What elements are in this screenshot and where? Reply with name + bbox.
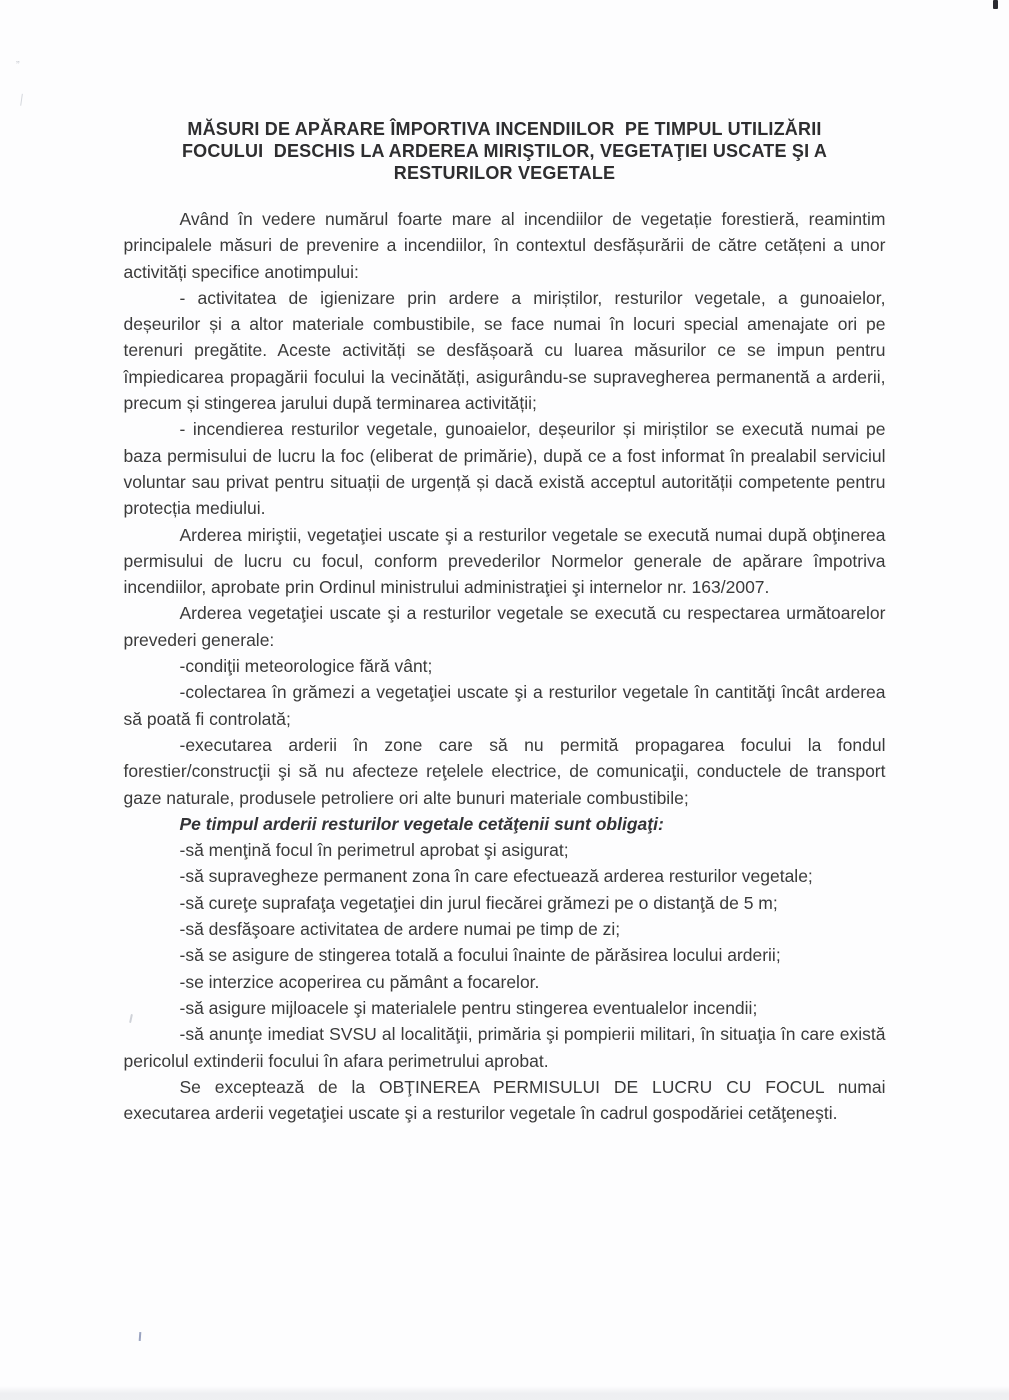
document-title: [0, 0, 1009, 184]
title-line-2: FOCULUI DESCHIS LA ARDEREA MIRIŞTILOR, VEGETAŢIEI USCATE ŞI A: [181, 141, 828, 161]
paragraph-intro: Având în vedere numărul foarte mare al incendiilor de vegetație forestieră, reamintim principalele măsuri de prevenire a incendiilor, în contextul desfășurării de către cetățeni a unor activități specifice anotimpului:: [123, 209, 886, 282]
paragraph-timp-de-zi: -să desfăşoare activitatea de ardere numai pe timp de zi;: [179, 919, 621, 940]
paragraph-colectarea: -colectarea în grămezi a vegetaţiei uscate şi a resturilor vegetale în cantităţi încât arderea să poată fi controlată;: [123, 682, 886, 729]
paragraph-arderea-vegetatiei: Arderea vegetaţiei uscate şi a resturilor vegetale se execută cu respectarea următoarelor prevederi generale:: [123, 603, 886, 650]
paragraph-curete-suprafata: -să cureţe suprafaţa vegetaţiei din jurul fiecărei grămezi pe o distanţă de 5 m;: [179, 892, 778, 913]
document-body: [124, 206, 886, 1126]
paragraph-conditii-meteo: -condiţii meteorologice fără vânt;: [179, 656, 433, 677]
paragraph-anunte-svsu: -să anunţe imediat SVSU al localităţii, primăria şi pompierii militari, în situaţia în care există pericolul extinderii focului în afara perimetrului aprobat.: [123, 1024, 886, 1071]
paragraph-list-incendierea: - incendierea resturilor vegetale, gunoaielor, deșeurilor și miriștilor se execută numai pe baza permisului de lucru la foc (eliberat de primărie), după ce a fost informat în prealabil serviciul voluntar sau privat pentru situații de urgență și dacă există acceptul autorității competente pentru protecția mediului.: [123, 419, 886, 519]
paragraph-exceptare: Se exceptează de la OBŢINEREA PERMISULUI DE LUCRU CU FOCUL numai executarea arderii vegetaţiei uscate şi a resturilor vegetale în cadrul gospodăriei cetăţeneşti.: [123, 1076, 886, 1124]
paragraph-stingerea-totala: -să se asigure de stingerea totală a focului înainte de părăsirea locului arderii;: [179, 945, 781, 966]
scan-smudge: „: [16, 53, 20, 65]
scan-mark-top-right: [993, 0, 998, 9]
paragraph-supravegheze: -să supravegheze permanent zona în care efectuează arderea resturilor vegetale;: [179, 866, 813, 887]
paragraph-asigure-mijloacele: -să asigure mijloacele şi materialele pentru stingerea eventualelor incendii;: [179, 997, 758, 1018]
paragraph-mentina-focul: -să menţină focul în perimetrul aprobat şi asigurat;: [179, 840, 569, 861]
paragraph-executarea-arderii: -executarea arderii în zone care să nu permită propagarea focului la fondul forestier/construcţii şi să nu afecteze reţelele electrice, de comunicaţii, conductele de transport gaze naturale, produsele petroliere ori alte bunuri materiale combustibile;: [123, 734, 886, 808]
title-line-1: MĂSURI DE APĂRARE ÎMPORTIVA INCENDIILOR PE TIMPUL UTILIZĂRII: [187, 119, 822, 139]
paragraph-list-igienizare: - activitatea de igienizare prin ardere a miriștilor, resturilor vegetale, a gunoaielor, deșeurilor și a altor materiale combustibile, se face numai în locuri special amenajate ori pe terenuri pregătite. Aceste activități se desfășoară cu luarea măsurilor ce se impun pentru împiedicarea propagării focului la vecinătăți, asigurându-se supravegherea permanentă a arderii, precum și stingerea jarului după terminarea activității;: [123, 287, 886, 414]
paragraph-arderea-miristii: Arderea miriştii, vegetaţiei uscate şi a resturilor vegetale se execută numai după obţinerea permisului de lucru cu focul, conform prevederilor Normelor generale de apărare împotriva incendiilor, aprobate prin Ordinul ministrului administraţiei şi internelor nr. 163/2007.: [123, 524, 886, 598]
scan-streak-bottom: [0, 1386, 1009, 1400]
paragraph-interzice-acoperirea: -se interzice acoperirea cu pământ a focarelor.: [179, 971, 540, 992]
paragraph-obligatii-heading: Pe timpul arderii resturilor vegetale cetăţenii sunt obligaţi:: [179, 813, 664, 834]
scan-artifact-tick: [139, 1332, 142, 1341]
title-line-3: RESTURILOR VEGETALE: [393, 163, 616, 183]
